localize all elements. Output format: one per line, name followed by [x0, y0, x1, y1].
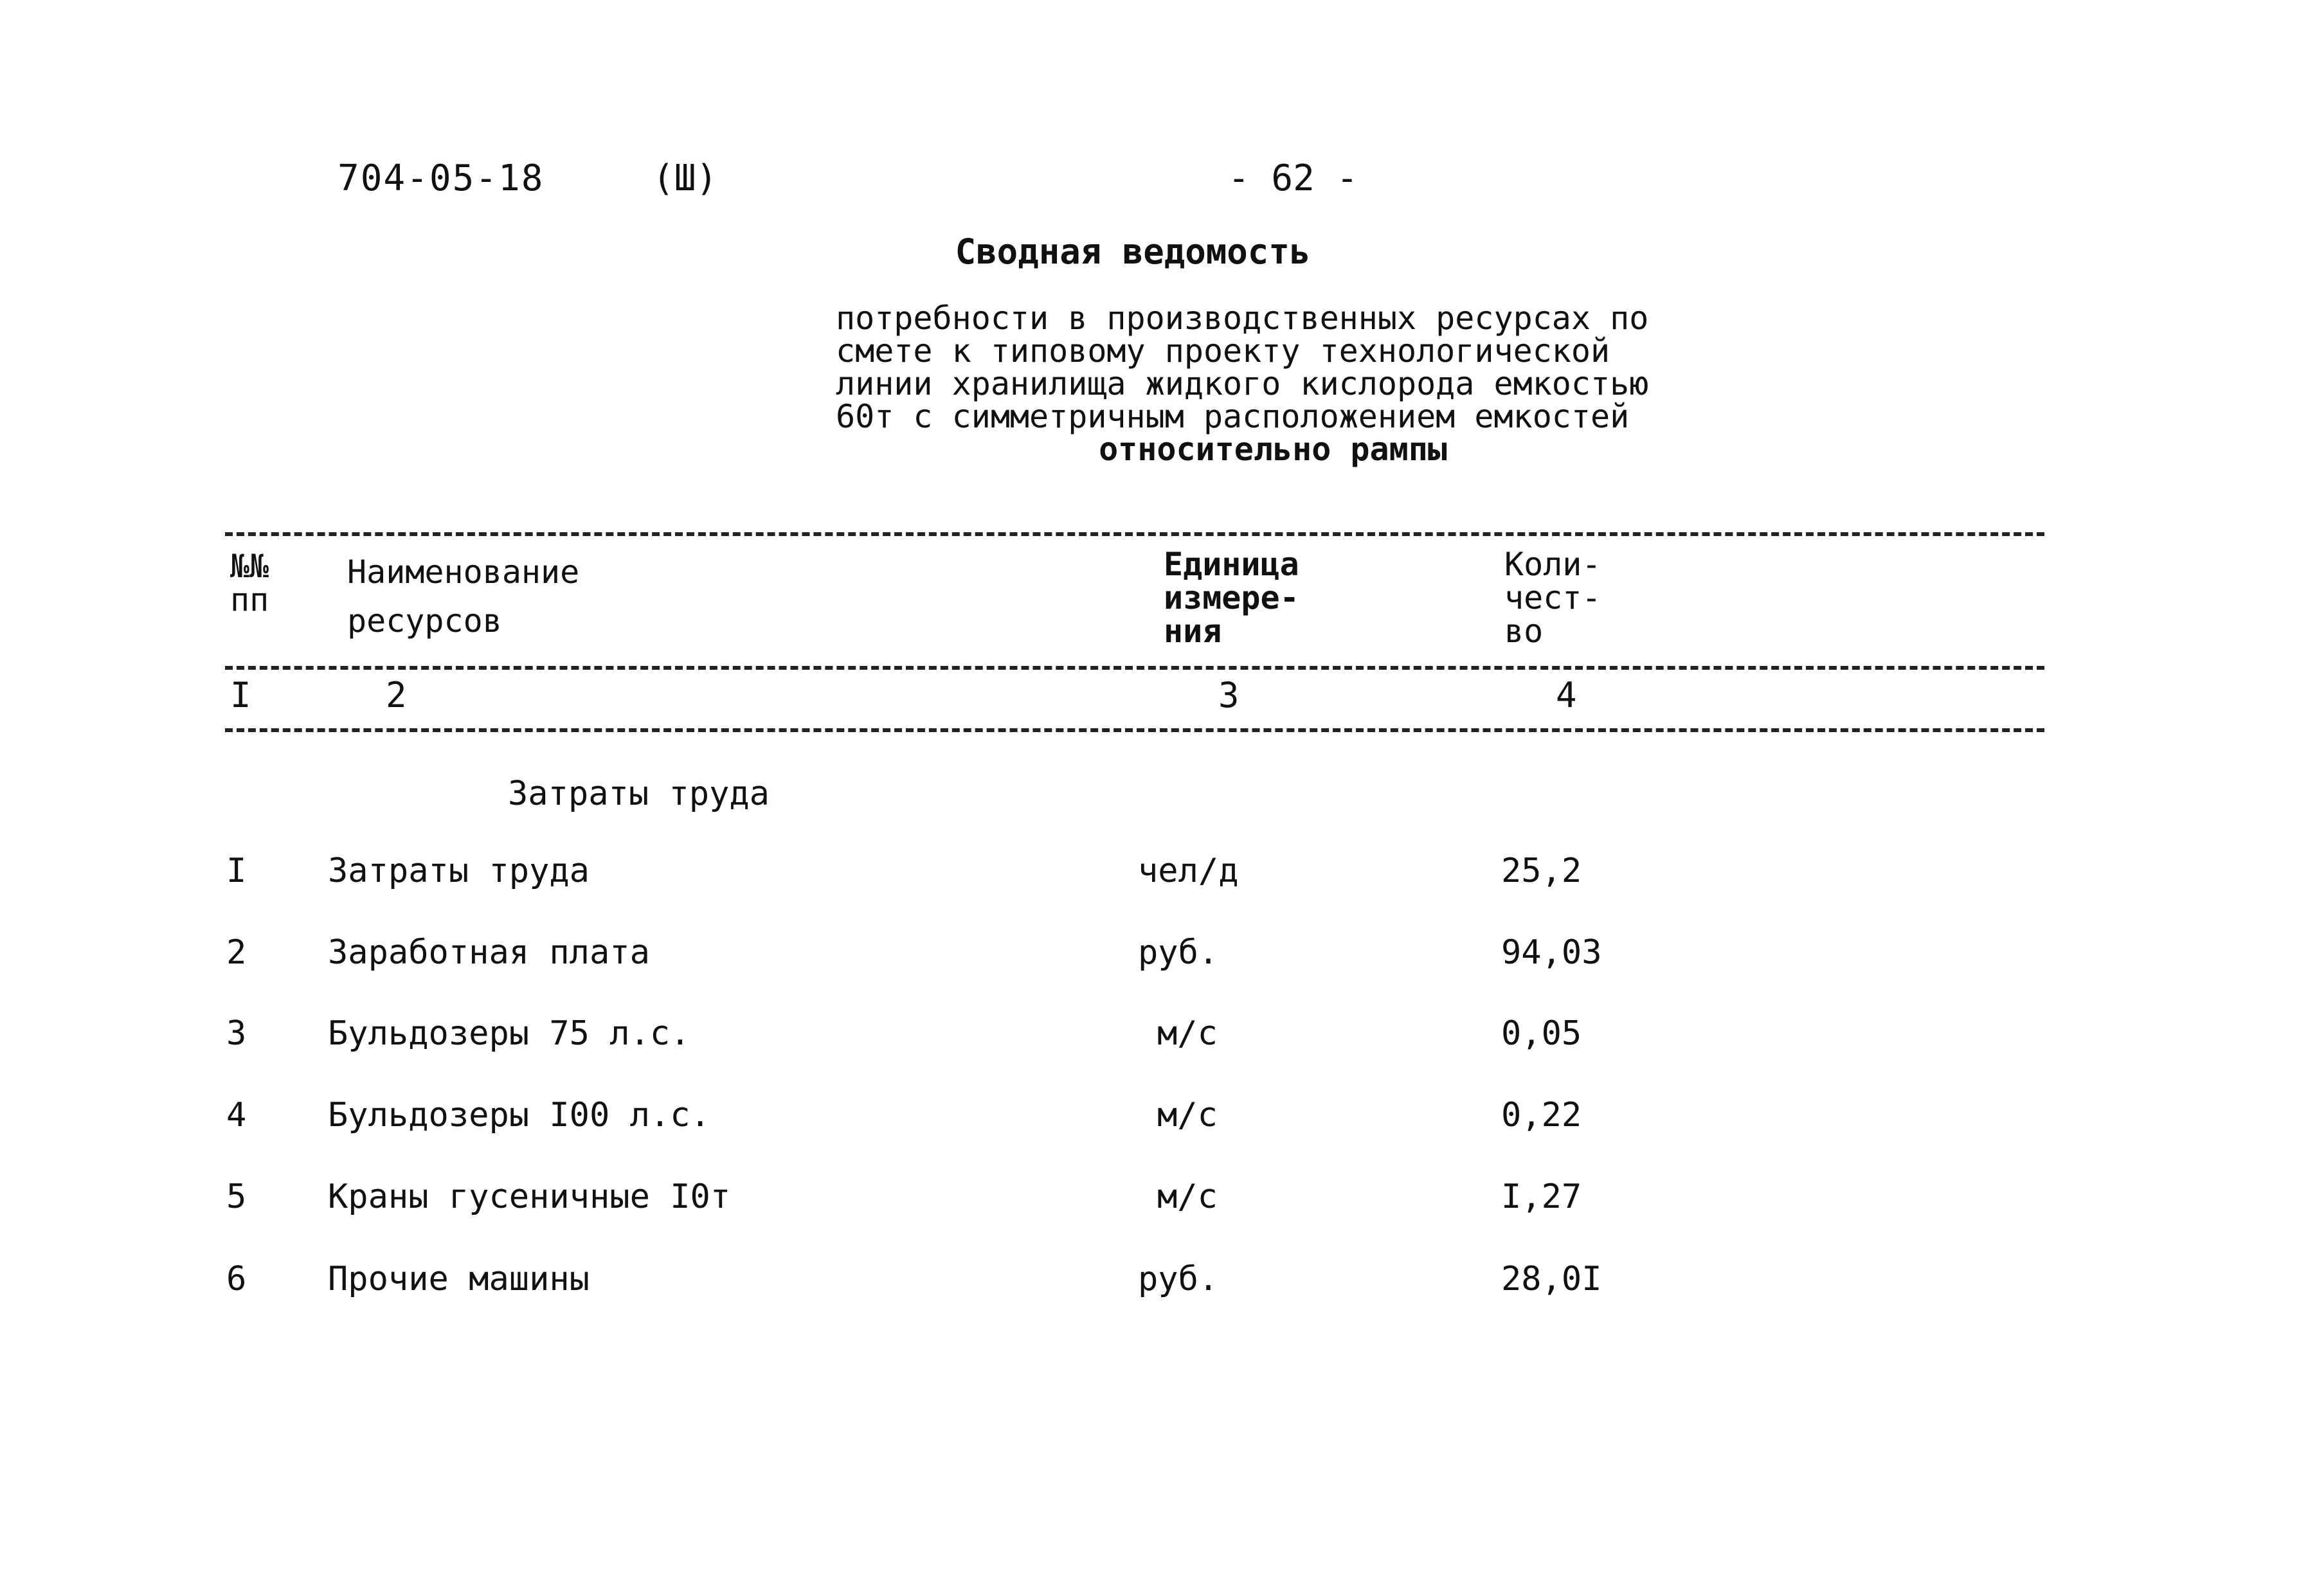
column-header-name	[347, 548, 579, 645]
table-row	[0, 1096, 2317, 1147]
header-line: чест-	[1504, 579, 1601, 616]
table-row	[0, 933, 2317, 985]
row-number: 2	[226, 933, 247, 972]
header-line: ния	[1164, 613, 1222, 650]
resource-name: Затраты труда	[328, 852, 590, 890]
page-number: - 62 -	[1228, 157, 1358, 199]
resource-name: Бульдозеры 75 л.с.	[328, 1014, 690, 1053]
table-row	[0, 1260, 2317, 1311]
section-title: Затраты труда	[508, 775, 770, 813]
subtitle-line: 60т с симметричным расположением емкостей	[836, 398, 1630, 435]
unit-of-measure: чел/д	[1138, 852, 1239, 890]
row-number: 4	[226, 1096, 247, 1134]
unit-of-measure: м/с	[1157, 1096, 1218, 1134]
column-number-3: 3	[1218, 675, 1240, 715]
column-number-1: I	[230, 675, 251, 715]
column-header-unit	[1164, 548, 1299, 648]
table-row	[0, 1178, 2317, 1229]
header-line: Единица	[1164, 546, 1299, 583]
column-number-4: 4	[1556, 675, 1577, 715]
resource-name: Бульдозеры I00 л.с.	[328, 1096, 710, 1134]
document-code: 704-05-18	[338, 157, 545, 199]
column-header-number	[230, 550, 269, 616]
row-number: 6	[226, 1260, 247, 1298]
column-number-2: 2	[386, 675, 407, 715]
quantity: 0,22	[1501, 1096, 1582, 1134]
unit-of-measure: м/с	[1157, 1178, 1218, 1216]
document-subtitle	[836, 302, 1710, 466]
table-body-rule	[225, 728, 2044, 732]
header-line: Коли-	[1504, 546, 1601, 583]
column-header-quantity	[1504, 548, 1601, 648]
quantity: 28,0I	[1501, 1260, 1602, 1298]
unit-of-measure: руб.	[1138, 933, 1219, 972]
header-line: ресурсов	[347, 602, 502, 640]
header-line: Наименование	[347, 553, 580, 591]
resource-name: Краны гусеничные I0т	[328, 1178, 731, 1216]
unit-of-measure: руб.	[1138, 1260, 1219, 1298]
subtitle-line: смете к типовому проекту технологической	[836, 332, 1610, 370]
header-line: №№	[230, 548, 269, 585]
quantity: 94,03	[1501, 933, 1602, 972]
subtitle-line: потребности в производственных ресурсах по	[836, 300, 1649, 337]
row-number: 3	[226, 1014, 247, 1053]
table-row	[0, 1014, 2317, 1066]
unit-of-measure: м/с	[1157, 1014, 1218, 1053]
subtitle-line: линии хранилища жидкого кислорода емкостью	[836, 365, 1649, 402]
subtitle-line: относительно рампы	[1099, 431, 1447, 468]
document-part: (Ш)	[653, 157, 718, 199]
header-line: измере-	[1164, 579, 1299, 616]
quantity: I,27	[1501, 1178, 1582, 1216]
document-title-text: Сводная ведомость	[955, 231, 1311, 272]
document-title	[0, 231, 2317, 272]
row-number: 5	[226, 1178, 247, 1216]
header-divider-rule	[225, 666, 2044, 670]
quantity: 0,05	[1501, 1014, 1582, 1053]
row-number: I	[226, 852, 247, 890]
quantity: 25,2	[1501, 852, 1582, 890]
resource-name: Заработная плата	[328, 933, 650, 972]
resource-name: Прочие машины	[328, 1260, 590, 1298]
header-line: во	[1504, 613, 1544, 650]
table-row	[0, 852, 2317, 903]
table-top-rule	[225, 532, 2044, 536]
header-line: пп	[230, 581, 269, 618]
